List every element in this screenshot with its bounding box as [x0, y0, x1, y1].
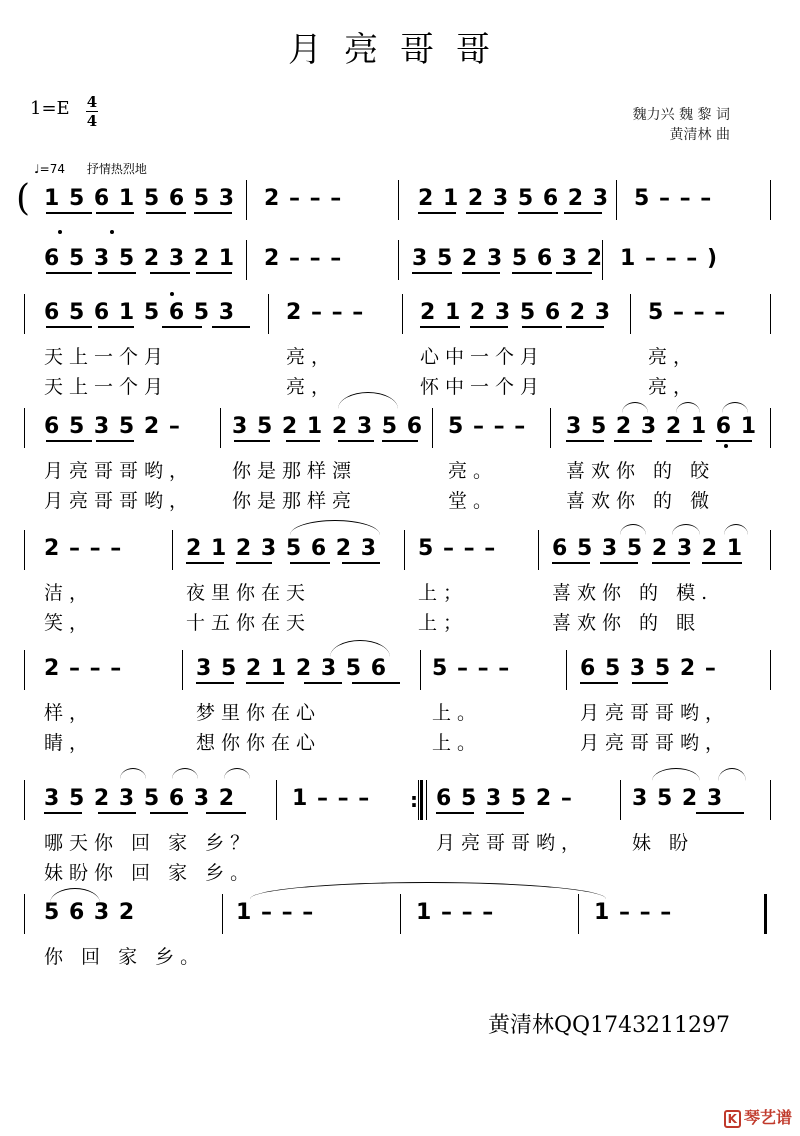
barline [24, 650, 25, 690]
note-beam [580, 682, 618, 684]
octave-dot [170, 292, 174, 296]
slur [172, 768, 198, 779]
lyric-verse-1: 样， [44, 702, 95, 724]
note-group: 2 – – – [286, 300, 365, 325]
note-group: 3 5 2 3 [632, 786, 724, 811]
barline [24, 294, 25, 334]
barline [770, 408, 771, 448]
note-beam [420, 326, 460, 328]
arranger-signature: 黄清林QQ1743211297 [488, 1013, 731, 1038]
note-beam [666, 440, 702, 442]
note-beam [566, 326, 604, 328]
barline [420, 650, 421, 690]
lyric-verse-2: 睛， [44, 732, 95, 754]
slur [672, 524, 700, 535]
note-group: 2 1 2 3 5 6 2 3 [186, 536, 378, 561]
barline [182, 650, 183, 690]
slur [224, 768, 250, 779]
note-beam [150, 812, 188, 814]
barline [620, 780, 621, 820]
note-beam [290, 562, 330, 564]
note-beam [412, 272, 452, 274]
note-group: 6 5 6 1 5 6 5 3 [44, 300, 236, 325]
composer-credit: 黄清林 曲 [669, 127, 730, 143]
lyric-verse-1: 洁， [44, 582, 95, 604]
barline [770, 780, 771, 820]
note-beam [236, 562, 272, 564]
octave-dot [58, 230, 62, 234]
note-group: 2 – – – [44, 536, 123, 561]
lyric-verse-2: 亮， [286, 376, 337, 398]
octave-dot [110, 230, 114, 234]
barline [402, 294, 403, 334]
note-group: 5 6 3 2 [44, 900, 136, 925]
lyric-verse-1: 上。 [432, 702, 483, 724]
note-beam [436, 812, 474, 814]
note-beam [470, 326, 508, 328]
note-beam [46, 272, 92, 274]
lyric-verse-1: 梦里你在心 [196, 702, 322, 724]
note-beam [632, 682, 668, 684]
expression-mark: 抒情热烈地 [86, 162, 147, 176]
barline [770, 530, 771, 570]
barline [400, 894, 401, 934]
slur [718, 768, 746, 781]
note-group: 3 5 2 3 2 1 6 1 [566, 414, 758, 439]
slur [676, 402, 700, 413]
barline [276, 780, 277, 820]
slur [50, 888, 100, 903]
key-signature: 1=E [30, 98, 70, 119]
barline [246, 240, 247, 280]
note-beam [716, 440, 752, 442]
lyric-verse-1: 喜欢你 的 皎 [566, 460, 716, 482]
barline [550, 408, 551, 448]
note-group: 1 5 6 1 5 6 5 3 [44, 186, 236, 211]
note-beam [462, 272, 500, 274]
lyric-verse-1: 喜欢你 的 模. [552, 582, 714, 604]
note-group: 2 – – – [44, 656, 123, 681]
barline [404, 530, 405, 570]
barline [268, 294, 269, 334]
note-beam [702, 562, 742, 564]
lyric-verse-2: 你是那样亮 [232, 490, 358, 512]
barline [770, 180, 771, 220]
lyric-verse-2: 月亮哥哥哟， [580, 732, 731, 754]
intro-open-paren: ( [16, 178, 31, 219]
note-beam [522, 326, 562, 328]
repeat-dots: : [410, 788, 418, 812]
note-group: 6 5 3 5 2 – [436, 786, 573, 811]
note-beam [196, 272, 232, 274]
lyricist-credit: 魏力兴 魏 黎 词 [632, 107, 730, 123]
note-beam [552, 562, 590, 564]
note-beam [352, 682, 400, 684]
note-group: 3 5 2 3 5 6 3 2 [44, 786, 236, 811]
note-beam [342, 562, 380, 564]
barline [538, 530, 539, 570]
lyric-verse-2: 堂。 [448, 490, 499, 512]
note-beam [46, 440, 92, 442]
note-beam [196, 682, 234, 684]
barline [578, 894, 579, 934]
note-group: 6 5 3 5 2 3 2 1 [552, 536, 744, 561]
note-beam [186, 562, 224, 564]
lyric-verse-1: 月亮哥哥哟， [436, 832, 587, 854]
note-beam [696, 812, 744, 814]
barline [398, 240, 399, 280]
lyric-verse-1: 哪天你 回 家 乡？ [44, 832, 256, 854]
lyric-verse-2: 想你你在心 [196, 732, 322, 754]
note-group: 5 – – – [634, 186, 713, 211]
lyric-verse-1: 妹 盼 [632, 832, 695, 854]
note-beam [246, 682, 284, 684]
lyric-verse-1: 亮， [286, 346, 337, 368]
slur [622, 402, 648, 413]
note-beam [98, 326, 134, 328]
barline [432, 408, 433, 448]
note-beam [194, 212, 232, 214]
slur [290, 520, 380, 535]
note-group: 2 – – – [264, 246, 343, 271]
note-beam [652, 562, 690, 564]
note-group: 3 5 2 3 5 6 3 2 [412, 246, 604, 271]
note-beam [486, 812, 524, 814]
barline [24, 780, 25, 820]
note-beam [98, 272, 136, 274]
note-group: 5 – – – [648, 300, 727, 325]
barline [398, 180, 399, 220]
note-beam [518, 212, 558, 214]
note-beam [564, 212, 602, 214]
lyric-verse-2: 喜欢你 的 微 [566, 490, 716, 512]
barline [630, 294, 631, 334]
note-group: 6 5 3 5 2 3 2 1 [44, 246, 236, 271]
barline [220, 408, 221, 448]
note-beam [96, 440, 134, 442]
note-beam [382, 440, 418, 442]
lyric-verse-2: 笑， [44, 612, 95, 634]
note-beam [338, 440, 374, 442]
barline [172, 530, 173, 570]
note-beam [96, 212, 134, 214]
note-beam [212, 326, 250, 328]
note-beam [512, 272, 552, 274]
barline [222, 894, 223, 934]
note-group: 2 – – – [264, 186, 343, 211]
barline [770, 650, 771, 690]
note-group: 6 5 3 5 2 – [44, 414, 181, 439]
note-beam [146, 212, 186, 214]
note-beam [206, 812, 246, 814]
lyric-verse-1: 你 回 家 乡。 [44, 946, 206, 968]
slur [120, 768, 146, 779]
tempo-mark [34, 160, 147, 177]
note-group: 3 5 2 1 2 3 5 6 [196, 656, 388, 681]
lyric-verse-2: 上。 [432, 732, 483, 754]
note-beam [46, 326, 92, 328]
barline [24, 408, 25, 448]
slur [722, 402, 748, 413]
note-group: 1 – – – [236, 900, 315, 925]
slur [620, 524, 646, 535]
lyric-verse-1: 夜里你在天 [186, 582, 312, 604]
final-barline [764, 894, 767, 934]
slur [330, 640, 390, 657]
logo-text: 琴艺谱 [743, 1108, 792, 1127]
time-sig-top: 4 [86, 93, 98, 111]
lyric-verse-2: 月亮哥哥哟， [44, 490, 195, 512]
song-title: 月亮哥哥 [288, 30, 512, 70]
barline [616, 180, 617, 220]
note-group: 1 – – – [594, 900, 673, 925]
note-group: 6 5 3 5 2 – [580, 656, 717, 681]
lyric-verse-2: 十五你在天 [186, 612, 312, 634]
note-group: 5 – – – [448, 414, 527, 439]
lyric-verse-1: 天上一个月 [44, 346, 170, 368]
slur [250, 882, 606, 899]
note-beam [556, 272, 592, 274]
note-beam [234, 440, 270, 442]
time-signature [86, 94, 98, 129]
lyric-verse-2: 天上一个月 [44, 376, 170, 398]
note-group: 1 – – – [292, 786, 371, 811]
note-group: 2 1 2 3 5 6 2 3 [420, 300, 612, 325]
time-sig-bottom: 4 [86, 112, 98, 130]
note-beam [286, 440, 320, 442]
barline [566, 650, 567, 690]
note-group: 1 – – – [416, 900, 495, 925]
octave-dot [724, 444, 728, 448]
lyric-verse-2: 亮， [648, 376, 699, 398]
note-beam [46, 212, 92, 214]
note-beam [614, 440, 652, 442]
slur [724, 524, 748, 535]
slur [338, 392, 398, 409]
barline [426, 780, 427, 820]
lyric-verse-2: 喜欢你 的 眼 [552, 612, 702, 634]
lyric-verse-1: 月亮哥哥哟， [580, 702, 731, 724]
slur [652, 768, 700, 781]
note-beam [304, 682, 342, 684]
note-beam [466, 212, 504, 214]
lyric-verse-2: 上； [418, 612, 469, 634]
lyric-verse-1: 心中一个月 [420, 346, 546, 368]
note-beam [566, 440, 604, 442]
lyric-verse-2: 妹盼你 回 家 乡。 [44, 862, 256, 884]
note-group: 5 – – – [418, 536, 497, 561]
note-group: 3 5 2 1 2 3 5 6 [232, 414, 424, 439]
lyric-verse-1: 亮， [648, 346, 699, 368]
note-beam [150, 272, 190, 274]
note-group: 5 – – – [432, 656, 511, 681]
barline [770, 294, 771, 334]
note-beam [600, 562, 638, 564]
lyric-verse-2: 怀中一个月 [420, 376, 546, 398]
lyric-verse-1: 你是那样漂 [232, 460, 358, 482]
lyric-verse-1: 上； [418, 582, 469, 604]
lyric-verse-1: 亮。 [448, 460, 499, 482]
barline [24, 530, 25, 570]
note-beam [162, 326, 202, 328]
lyric-verse-1: 月亮哥哥哟， [44, 460, 195, 482]
note-beam [418, 212, 456, 214]
barline [24, 894, 25, 934]
barline [246, 180, 247, 220]
barline [418, 780, 419, 820]
site-logo [724, 1105, 792, 1128]
note-beam [44, 812, 82, 814]
note-group: 1 – – – ) [620, 246, 718, 271]
note-beam [98, 812, 136, 814]
note-group: 2 1 2 3 5 6 2 3 [418, 186, 610, 211]
logo-icon: K [724, 1110, 741, 1128]
tempo-value: ♩=74 [34, 162, 65, 176]
double-barline [420, 780, 423, 820]
